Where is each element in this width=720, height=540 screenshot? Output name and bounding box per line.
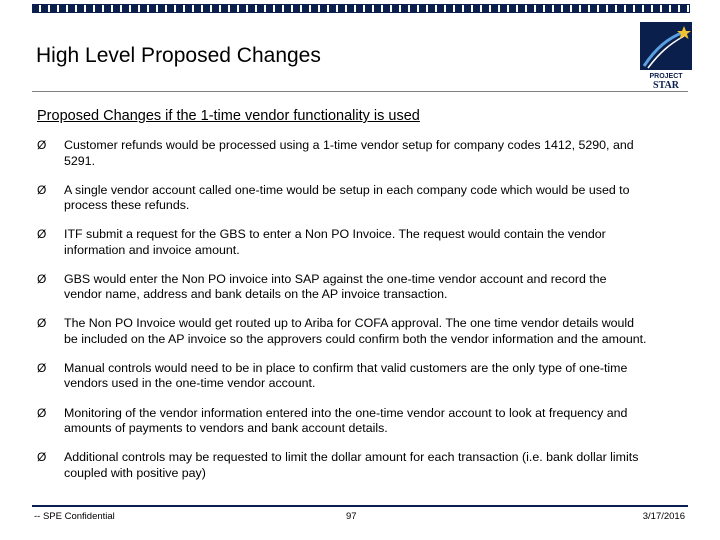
- bullet-text: GBS would enter the Non PO invoice into SAP against the one-time vendor account and record the vendor name, address and bank details on the AP invoice transaction.: [64, 271, 607, 302]
- bullet-item: [37, 316, 647, 347]
- bullet-text: A single vendor account called one-time would be setup in each company code which would be used to process these refunds.: [64, 182, 630, 213]
- arrow-bullet-icon: Ø: [37, 271, 47, 286]
- bullet-text: ITF submit a request for the GBS to enter a Non PO Invoice. The request would contain the vendor information and invoice amount.: [64, 227, 606, 257]
- page-number: 97: [346, 511, 357, 522]
- bullet-item: [37, 450, 647, 481]
- arrow-bullet-icon: Ø: [37, 450, 47, 465]
- slide-title: High Level Proposed Changes: [36, 44, 321, 67]
- bullet-text: The Non PO Invoice would get routed up to Ariba for COFA approval. The one time vendor details would be included on the AP invoice so the approvers could confirm both the vendor information and the amount.: [64, 316, 647, 346]
- bullet-text: Monitoring of the vendor information entered into the one-time vendor account to look at frequency and amounts of payments to vendors and bank account details.: [64, 405, 628, 436]
- arrow-bullet-icon: Ø: [37, 360, 47, 375]
- bullet-item: [37, 361, 647, 392]
- logo-text-project: PROJECT: [649, 73, 683, 80]
- bullet-item: [37, 406, 647, 437]
- slide-subtitle: Proposed Changes if the 1-time vendor functionality is used: [37, 108, 420, 124]
- bullet-text: Additional controls may be requested to limit the dollar amount for each transaction (i.e. bank dollar limits coupled with positive pay): [64, 450, 639, 480]
- bullet-text: Manual controls would need to be in place to confirm that valid customers are the only type of one-time vendors used in the one-time vendor account.: [64, 360, 628, 391]
- slide-date: 3/17/2016: [642, 511, 685, 522]
- bullet-text: Customer refunds would be processed using a 1-time vendor setup for company codes 1412, 5290, and 5291.: [64, 138, 634, 168]
- bullet-item: [37, 227, 647, 258]
- bullet-item: [37, 183, 647, 214]
- bullet-list: [37, 138, 647, 495]
- footer-divider: [32, 505, 688, 507]
- bullet-item: [37, 138, 647, 169]
- arrow-bullet-icon: Ø: [37, 405, 47, 420]
- bullet-item: [37, 272, 647, 303]
- arrow-bullet-icon: Ø: [37, 227, 47, 242]
- header-film-strip: [32, 4, 690, 13]
- title-divider: [32, 91, 688, 92]
- project-star-logo: [638, 20, 694, 90]
- arrow-bullet-icon: Ø: [37, 316, 47, 331]
- arrow-bullet-icon: Ø: [37, 138, 47, 152]
- arrow-bullet-icon: Ø: [37, 182, 47, 197]
- confidentiality-label: -- SPE Confidential: [34, 511, 115, 522]
- logo-text-star: STAR: [653, 80, 679, 90]
